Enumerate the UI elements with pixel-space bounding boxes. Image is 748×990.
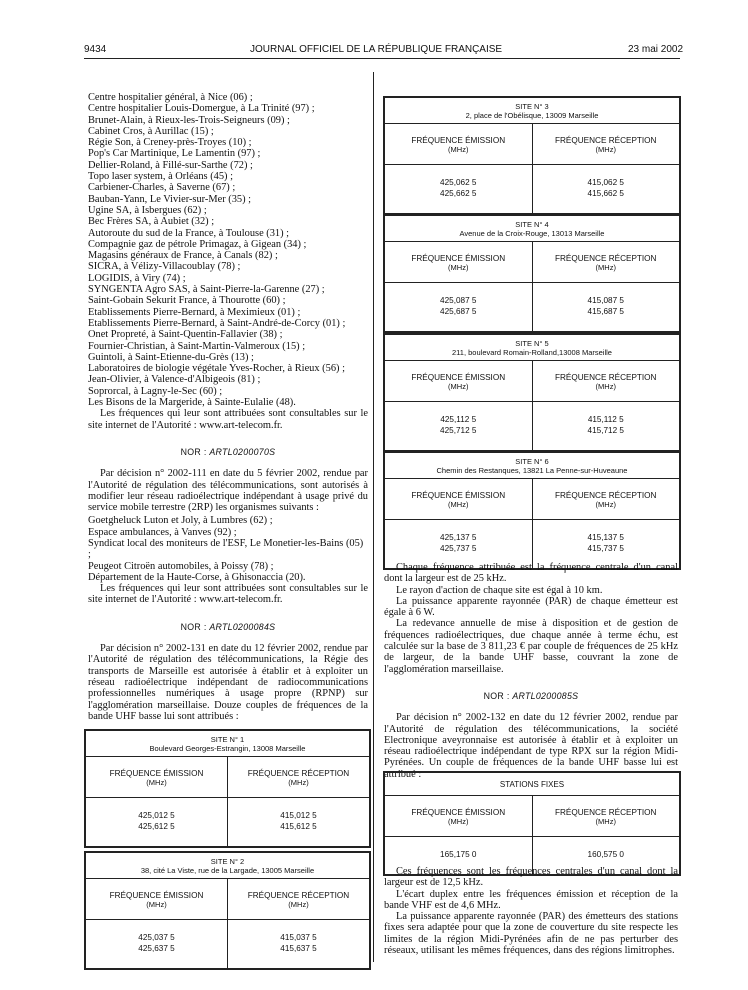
right-column-closing	[384, 866, 678, 956]
emission-header	[385, 242, 532, 282]
table-header-row	[385, 361, 679, 402]
emission-label: FRÉQUENCE ÉMISSION	[411, 491, 506, 500]
table-row	[86, 920, 369, 968]
site-heading	[385, 98, 679, 124]
emission-values	[86, 920, 227, 968]
frequency-value: 425,737 5	[440, 544, 477, 553]
list-item: Pop's Car Martinique, Le Lamentin (97) ;	[88, 148, 261, 160]
list-item: Centre hospitalier Louis-Domergue, à La Trinité (97) ;	[88, 103, 315, 115]
site-title: SITE N° 1	[210, 735, 245, 744]
nor-prefix: NOR :	[180, 446, 210, 457]
nor-reference	[88, 447, 368, 458]
list-item: Régie Son, à Creney-près-Troyes (10) ;	[88, 137, 252, 149]
nor-code: ARTL0200085S	[512, 690, 579, 701]
site-address: Chemin des Restanques, 13821 La Penne-sur-Huveaune	[436, 466, 628, 475]
frequency-value: 415,037 5	[280, 933, 317, 942]
emission-label: FRÉQUENCE ÉMISSION	[411, 808, 506, 817]
frequency-value: 415,087 5	[587, 296, 624, 305]
paragraph: Chaque fréquence attribuée est la fréquence centrale d'un canal dont la largeur est de 25 kHz.	[384, 562, 678, 585]
site-heading	[385, 335, 679, 361]
header-rule	[84, 58, 680, 59]
list-item: Jean-Olivier, à Valence-d'Albigeois (81) ;	[88, 374, 261, 386]
nor-reference	[88, 622, 368, 633]
emission-label: FRÉQUENCE ÉMISSION	[109, 891, 204, 900]
list-item: Magasins généraux de France, à Canals (82) ;	[88, 250, 278, 262]
table-row	[385, 165, 679, 213]
unit-label: (MHz)	[595, 263, 616, 272]
emission-value: 165,175 0	[440, 850, 477, 859]
list-item: Dellier-Roland, à Fillé-sur-Sarthe (72) ;	[88, 159, 253, 171]
emission-label: FRÉQUENCE ÉMISSION	[411, 373, 506, 382]
emission-header	[385, 124, 532, 164]
list-item: Les Bisons de la Margeride, à Sainte-Eulalie (48).	[88, 397, 296, 409]
list-item: Laboratoires de biologie végétale Yves-Rocher, à Rieux (56) ;	[88, 363, 345, 375]
journal-title: JOURNAL OFFICIEL DE LA RÉPUBLIQUE FRANÇAISE	[250, 44, 503, 55]
site-title: SITE N° 5	[515, 339, 549, 348]
reception-header	[532, 361, 680, 401]
emission-label: FRÉQUENCE ÉMISSION	[411, 254, 506, 263]
list-item: Ugine SA, à Isbergues (62) ;	[88, 204, 207, 216]
site-table	[84, 851, 371, 970]
list-item: Soprorcal, à Lagny-le-Sec (60) ;	[88, 385, 223, 397]
frequency-value: 425,012 5	[138, 811, 175, 820]
closing-paragraph: Les fréquences qui leur sont attribuées sont consultables sur le site internet de l'Autorité : www.art-telecom.fr.	[88, 408, 368, 431]
reception-label: FRÉQUENCE RÉCEPTION	[555, 373, 657, 382]
site-table	[383, 214, 681, 333]
decision-paragraph: Par décision n° 2002-131 en date du 12 février 2002, rendue par l'Autorité de régulation des télécommunications, la Régie des transports de Marseille est autorisée à établir et à exploiter un réseau radioélectrique indépendant de radiocommunications professionnelles numériques à usage propre (RPNP) sur l'agglomération marseillaise. Douze couples de fréquences de la bande UHF basse lui sont attribués :	[88, 643, 368, 722]
site-address: 211, boulevard Romain-Rolland,13008 Marseille	[452, 348, 612, 357]
emission-label: FRÉQUENCE ÉMISSION	[411, 136, 506, 145]
reception-values	[227, 798, 369, 846]
frequency-value: 425,112 5	[440, 415, 477, 424]
nor-reference	[384, 691, 678, 702]
site-table	[84, 729, 371, 848]
list-item: Compagnie gaz de pétrole Primagaz, à Gigean (34) ;	[88, 238, 307, 250]
right-column-text	[384, 562, 678, 780]
frequency-value: 415,137 5	[587, 533, 624, 542]
nor-prefix: NOR :	[483, 690, 513, 701]
unit-label: (MHz)	[448, 263, 469, 272]
frequency-value: 425,687 5	[440, 307, 477, 316]
list-item: Peugeot Citroën automobiles, à Poissy (78) ;	[88, 560, 274, 572]
emission-header	[86, 757, 227, 797]
frequency-value: 425,637 5	[138, 944, 175, 953]
column-divider	[373, 72, 374, 962]
site-title: SITE N° 3	[515, 102, 549, 111]
reception-values	[532, 165, 680, 213]
reception-header	[227, 757, 369, 797]
list-item: Brunet-Alain, à Rieux-les-Trois-Seigneurs (09) ;	[88, 114, 290, 126]
reception-header	[227, 879, 369, 919]
list-item: Centre hospitalier général, à Nice (06) ;	[88, 92, 253, 103]
list-item: LOGIDIS, à Viry (74) ;	[88, 272, 186, 284]
emission-values	[86, 798, 227, 846]
frequency-value: 425,612 5	[138, 822, 175, 831]
list-item: Autoroute du sud de la France, à Toulouse (31) ;	[88, 227, 290, 239]
list-item: Bauban-Yann, Le Vivier-sur-Mer (35) ;	[88, 193, 252, 205]
list-item: Carbiener-Charles, à Saverne (67) ;	[88, 182, 236, 194]
table-header-row	[385, 124, 679, 165]
site-address: 2, place de l'Obélisque, 13009 Marseille	[465, 111, 599, 120]
emission-header	[385, 479, 532, 519]
table-row	[385, 283, 679, 331]
frequency-value: 415,737 5	[587, 544, 624, 553]
reception-label: FRÉQUENCE RÉCEPTION	[247, 769, 350, 778]
emission-values	[385, 520, 532, 568]
site-address: Avenue de la Croix-Rouge, 13013 Marseille	[459, 229, 605, 238]
frequency-value: 415,687 5	[587, 307, 624, 316]
emission-label: FRÉQUENCE ÉMISSION	[109, 769, 204, 778]
decision-paragraph: Par décision n° 2002-111 en date du 5 février 2002, rendue par l'Autorité de régulation des télécommunications, sont autorisés à modifier leur réseau radioélectrique indépendant à usage privé du service mobile terrestre (2RP) les organismes suivants :	[88, 468, 368, 514]
decision-paragraph: Par décision n° 2002-132 en date du 12 février 2002, rendue par l'Autorité de régulation des télécommunications, la société Electronique aveyronnaise est autorisée à établir et à exploiter un réseau radioélectrique indépendant de type RPX sur la région Midi-Pyrénées. Un couple de fréquences de la bande UHF basse lui est attribué :	[384, 712, 678, 780]
unit-label: (MHz)	[595, 500, 616, 509]
list-item: Syndicat local des moniteurs de l'ESF, Le Monetier-les-Bains (05) ;	[88, 537, 364, 561]
table-row	[385, 520, 679, 568]
site-heading	[385, 453, 679, 479]
frequency-value: 415,612 5	[280, 822, 317, 831]
unit-label: (MHz)	[595, 382, 616, 391]
frequency-value: 425,712 5	[440, 426, 477, 435]
reception-label: FRÉQUENCE RÉCEPTION	[247, 891, 350, 900]
reception-header	[532, 796, 680, 836]
list-item: Fournier-Christian, à Saint-Martin-Valmeroux (15) ;	[88, 340, 306, 352]
frequency-value: 425,062 5	[440, 178, 477, 187]
unit-label: (MHz)	[146, 778, 167, 787]
emission-values	[385, 165, 532, 213]
paragraph: La puissance apparente rayonnée (PAR) de chaque émetteur est égale à 6 W.	[384, 595, 678, 619]
unit-label: (MHz)	[288, 778, 309, 787]
list-item: Onet Propreté, à Saint-Quentin-Fallavier (38) ;	[88, 329, 283, 341]
site-title: SITE N° 2	[210, 857, 245, 866]
paragraph: La puissance apparente rayonnée (PAR) des émetteurs des stations fixes sera adaptée pour que la zone de couverture du site respecte les limites de la région Midi-Pyrénées afin de ne pas perturber des réseaux, utilisant les mêmes fréquences, dans des régions limitrophes.	[384, 911, 678, 957]
reception-values	[227, 920, 369, 968]
site-title: SITE N° 4	[515, 220, 549, 229]
frequency-value: 425,037 5	[138, 933, 175, 942]
list-item: Département de la Haute-Corse, à Ghisonaccia (20).	[88, 571, 306, 583]
table-header-row	[385, 479, 679, 520]
reception-header	[532, 479, 680, 519]
unit-label: (MHz)	[448, 382, 469, 391]
closing-paragraph: Les fréquences qui leur sont attribuées sont consultables sur le site internet de l'Autorité : www.art-telecom.fr.	[88, 583, 368, 606]
table-header-row	[385, 242, 679, 283]
table-row	[385, 402, 679, 450]
reception-header	[532, 242, 680, 282]
paragraph: La redevance annuelle de mise à disposition et de gestion de fréquences radioélectriques, due chaque année à terme échu, est calculée sur la base de 3 811,23 € par couple de fréquences de 25 kHz de largeur, de la bande UHF basse, couvrant la zone de l'agglomération marseillaise.	[384, 618, 678, 675]
list-item: Goetgheluck Luton et Joly, à Lumbres (62) ;	[88, 515, 273, 527]
emission-values	[385, 402, 532, 450]
paragraph: L'écart duplex entre les fréquences émission et réception de la bande VHF est de 4,6 MHz.	[384, 888, 678, 911]
unit-label: (MHz)	[146, 900, 167, 909]
reception-values	[532, 283, 680, 331]
org-list-2	[88, 515, 368, 583]
list-item: Cabinet Cros, à Aurillac (15) ;	[88, 125, 214, 137]
paragraph: Ces fréquences sont les fréquences centrales d'un canal dont la largeur est de 12,5 kHz.	[384, 866, 678, 889]
table-header-row	[385, 796, 679, 837]
unit-label: (MHz)	[448, 817, 469, 826]
list-item: SYNGENTA Agro SAS, à Saint-Pierre-la-Garenne (27) ;	[88, 284, 325, 296]
reception-label: FRÉQUENCE RÉCEPTION	[555, 254, 657, 263]
reception-values	[532, 402, 680, 450]
reception-label: FRÉQUENCE RÉCEPTION	[555, 808, 657, 817]
unit-label: (MHz)	[595, 817, 616, 826]
emission-header	[385, 361, 532, 401]
list-item: Saint-Gobain Sekurit France, à Thourotte (60) ;	[88, 295, 286, 307]
org-list-1	[88, 92, 368, 408]
frequency-value: 415,012 5	[280, 811, 317, 820]
table-title: STATIONS FIXES	[385, 773, 679, 796]
list-item: Etablissements Pierre-Bernard, à Saint-André-de-Corcy (01) ;	[88, 317, 346, 329]
unit-label: (MHz)	[448, 500, 469, 509]
page-number: 9434	[84, 44, 107, 55]
frequency-value: 425,662 5	[440, 189, 477, 198]
frequency-value: 415,062 5	[587, 178, 624, 187]
site-heading	[385, 216, 679, 242]
list-item: Bec Frères SA, à Aubiet (32) ;	[88, 216, 215, 228]
frequency-value: 415,637 5	[280, 944, 317, 953]
emission-header	[86, 879, 227, 919]
site-title: SITE N° 6	[515, 457, 549, 466]
frequency-value: 415,662 5	[587, 189, 624, 198]
reception-label: FRÉQUENCE RÉCEPTION	[555, 491, 657, 500]
table-header-row	[86, 757, 369, 798]
site-address: Boulevard Georges-Estrangin, 13008 Marseille	[149, 744, 306, 753]
frequency-value: 425,087 5	[440, 296, 477, 305]
nor-prefix: NOR :	[180, 621, 210, 632]
reception-values	[532, 520, 680, 568]
site-heading	[86, 731, 369, 757]
list-item: Espace ambulances, à Vanves (92) ;	[88, 526, 237, 538]
nor-code: ARTL0200070S	[209, 446, 276, 457]
site-table	[383, 451, 681, 570]
reception-label: FRÉQUENCE RÉCEPTION	[555, 136, 657, 145]
unit-label: (MHz)	[288, 900, 309, 909]
unit-label: (MHz)	[448, 145, 469, 154]
list-item: Guintoli, à Saint-Etienne-du-Grès (13) ;	[88, 351, 254, 363]
table-row	[86, 798, 369, 846]
left-column	[88, 92, 368, 722]
list-item: SICRA, à Vélizy-Villacoublay (78) ;	[88, 261, 241, 273]
fixed-stations-table	[383, 771, 681, 876]
reception-value: 160,575 0	[532, 837, 680, 874]
frequency-value: 415,112 5	[587, 415, 624, 424]
emission-header	[385, 796, 532, 836]
paragraph: Le rayon d'action de chaque site est égal à 10 km.	[396, 584, 603, 596]
unit-label: (MHz)	[595, 145, 616, 154]
table-header-row	[86, 879, 369, 920]
site-table	[383, 96, 681, 215]
list-item: Topo laser system, à Orléans (45) ;	[88, 171, 233, 183]
frequency-value: 425,137 5	[440, 533, 477, 542]
issue-date: 23 mai 2002	[628, 44, 684, 55]
list-item: Etablissements Pierre-Bernard, à Meximieux (01) ;	[88, 306, 301, 318]
emission-values	[385, 283, 532, 331]
site-heading	[86, 853, 369, 879]
reception-header	[532, 124, 680, 164]
site-table	[383, 333, 681, 452]
nor-code: ARTL0200084S	[209, 621, 276, 632]
site-address: 38, cité La Viste, rue de la Largade, 13005 Marseille	[140, 866, 315, 875]
frequency-value: 415,712 5	[587, 426, 624, 435]
